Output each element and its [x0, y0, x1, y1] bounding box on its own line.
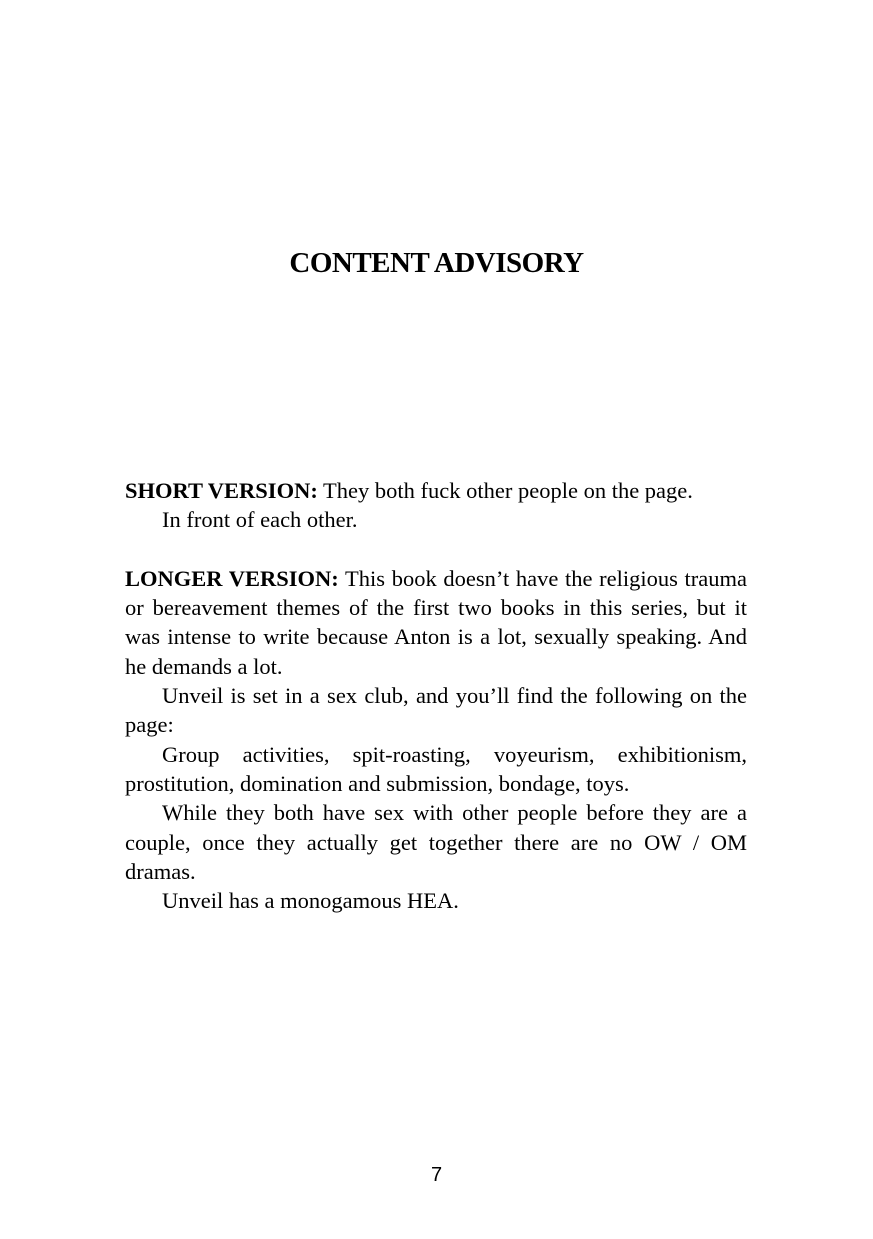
relationship-paragraph: While they both have sex with other people before they are a couple, once they actually get together there are no OW / OM dramas. [125, 800, 747, 884]
hea-paragraph: Unveil has a monogamous HEA. [162, 888, 459, 914]
short-version-lead: SHORT VERSION: [125, 478, 318, 503]
short-version-paragraph [125, 476, 747, 505]
short-version-text: They both fuck other people on the page. [317, 478, 693, 503]
longer-version-text: This book doesn’t have the religious trauma or bereavement themes of the first two books in this series, but it was intense to write because Anton is a lot, sexually speaking. And he demands a lot. [125, 565, 747, 679]
longer-version-paragraph [125, 564, 747, 681]
page-title: CONTENT ADVISORY [289, 247, 584, 279]
paragraph-spacer [125, 535, 747, 564]
content-list-paragraph: Group activities, spit-roasting, voyeurism, exhibitionism, prostitution, domination and submission, bondage, toys. [125, 741, 747, 796]
short-version-continuation: In front of each other. [162, 507, 358, 533]
page-number: 7 [430, 1164, 443, 1186]
advisory-body [125, 476, 747, 915]
setting-paragraph: Unveil is set in a sex club, and you’ll find the following on the page: [125, 683, 747, 738]
longer-version-lead: LONGER VERSION: [125, 565, 339, 591]
